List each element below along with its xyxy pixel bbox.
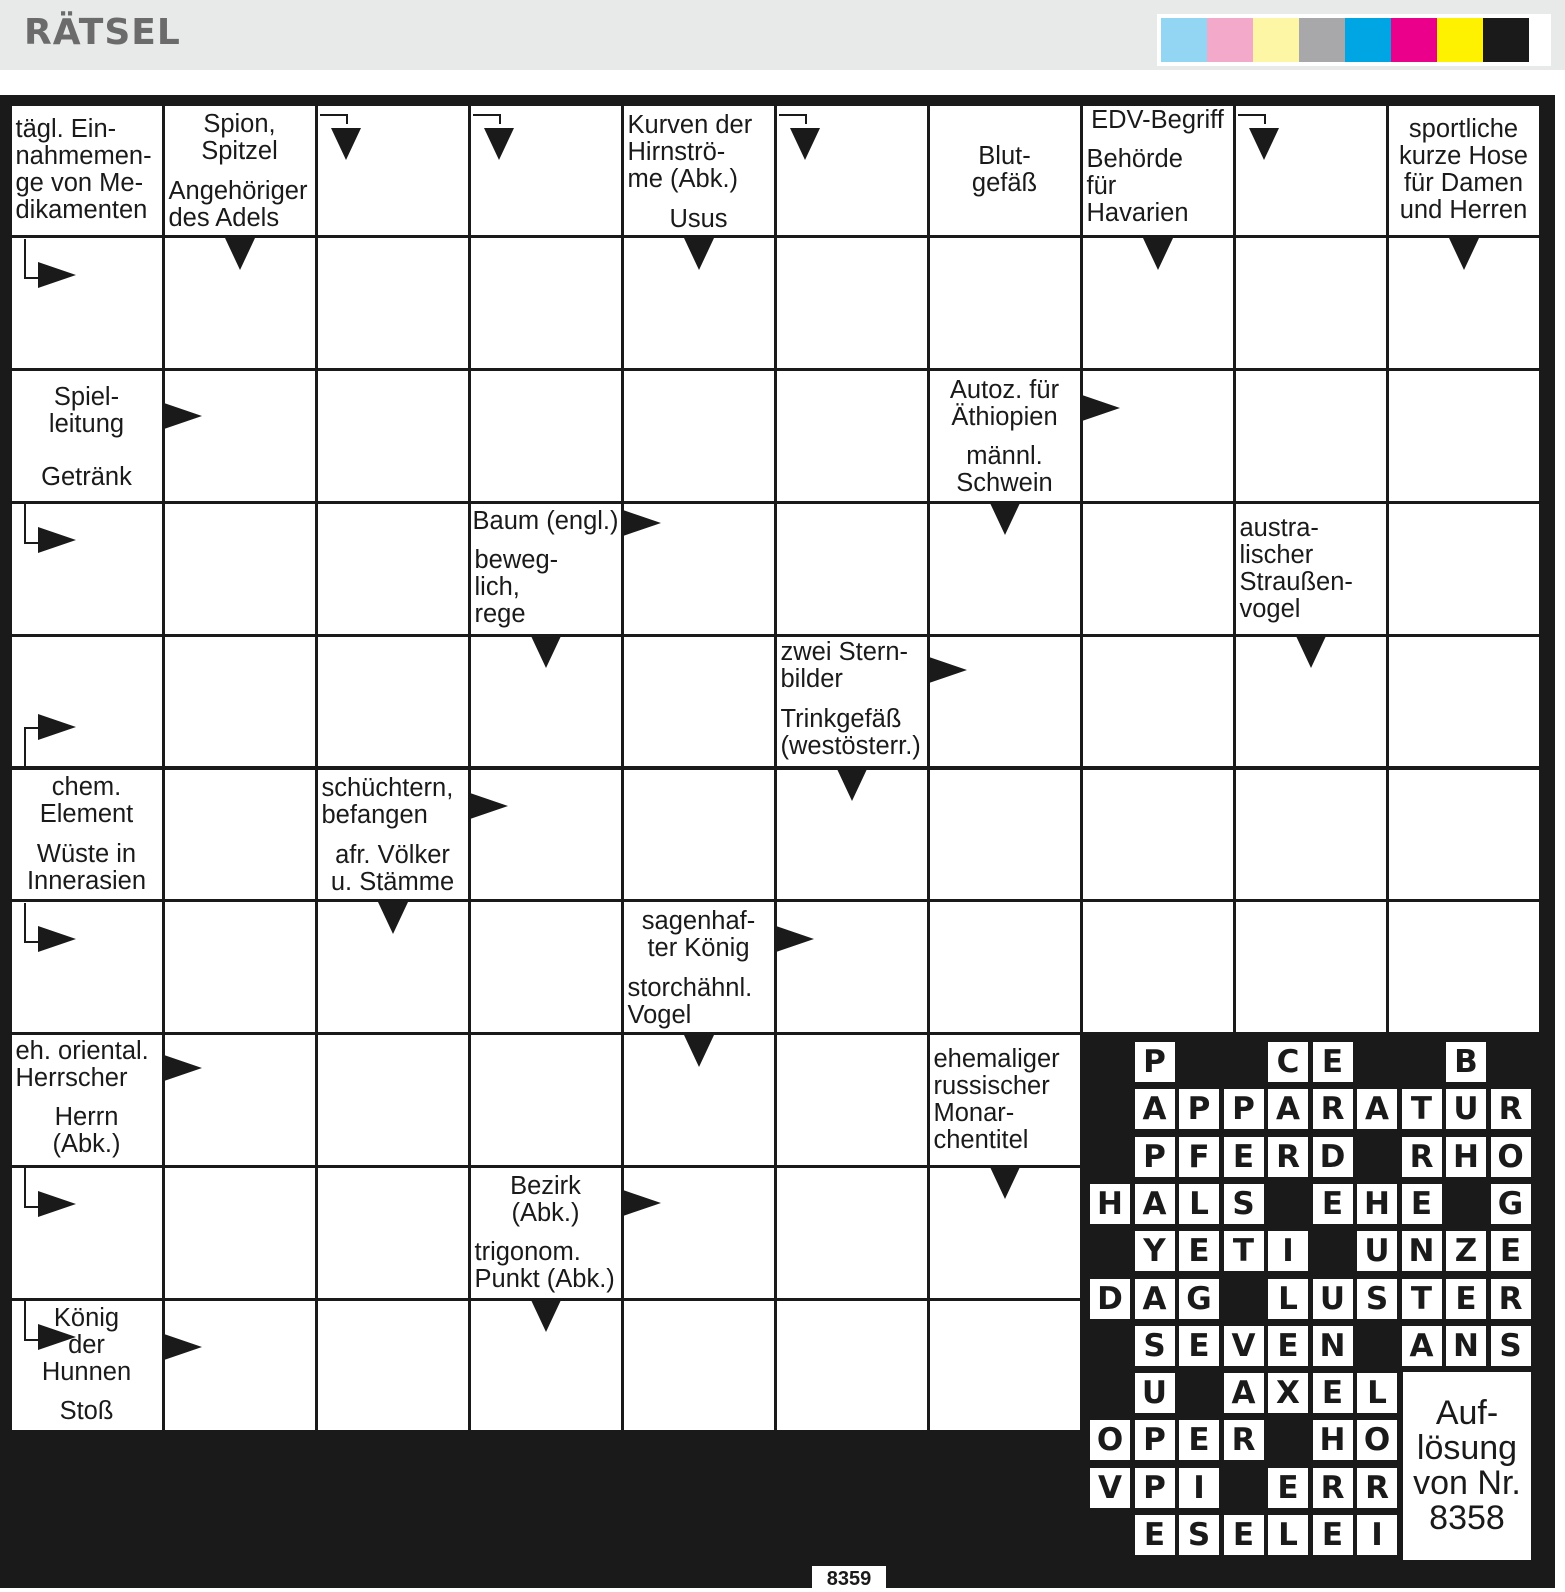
solution-letter: R — [1224, 1420, 1264, 1460]
solution-letter: E — [1179, 1231, 1219, 1271]
answer-cell[interactable] — [318, 637, 468, 767]
arrow-right-icon — [470, 793, 508, 819]
clue-text: sportliche kurze Hose für Damen und Herren — [1389, 106, 1539, 236]
clue-text: Usus — [624, 203, 774, 235]
clue-text: zwei Stern- bilder — [777, 637, 927, 697]
answer-cell[interactable] — [165, 1301, 315, 1431]
answer-cell[interactable] — [1083, 504, 1233, 634]
solution-letter: R — [1357, 1468, 1397, 1508]
answer-cell[interactable] — [165, 902, 315, 1032]
solution-letter: S — [1179, 1515, 1219, 1555]
solution-letter: E — [1491, 1231, 1531, 1271]
solution-letter: H — [1090, 1184, 1130, 1224]
answer-cell[interactable] — [1083, 902, 1233, 1032]
color-swatch-strip — [1157, 14, 1551, 66]
answer-cell[interactable] — [1389, 637, 1539, 767]
solution-letter: N — [1313, 1326, 1353, 1366]
solution-letter: L — [1268, 1515, 1308, 1555]
solution-letter: N — [1402, 1231, 1442, 1271]
arrow-down-icon — [990, 1167, 1020, 1199]
page-title: RÄTSEL — [24, 12, 181, 53]
arrow-right-icon — [623, 1190, 661, 1216]
color-swatch — [1207, 18, 1253, 62]
clue-text: ehemaliger russischer Monar- chentitel — [930, 1035, 1080, 1165]
arrow-down-icon — [225, 238, 255, 270]
clue-text: Kurven der Hirnströ- me (Abk.) — [624, 106, 774, 201]
arrow-right-icon — [776, 926, 814, 952]
color-swatch — [1161, 18, 1207, 62]
answer-cell[interactable] — [777, 238, 927, 368]
solution-letter: A — [1402, 1326, 1442, 1366]
solution-letter: E — [1224, 1515, 1264, 1555]
answer-cell[interactable] — [1389, 504, 1539, 634]
clue-text: Herrn (Abk.) — [12, 1098, 162, 1165]
arrow-down-icon — [1249, 128, 1279, 160]
solution-letter: P — [1135, 1137, 1175, 1177]
arrow-down-icon — [684, 238, 714, 270]
answer-cell[interactable] — [471, 106, 621, 236]
solution-letter: G — [1179, 1279, 1219, 1319]
answer-cell[interactable] — [930, 1301, 1080, 1431]
answer-cell[interactable] — [777, 1168, 927, 1298]
answer-cell[interactable] — [1236, 371, 1386, 501]
answer-cell[interactable] — [318, 371, 468, 501]
solution-letter: E — [1313, 1184, 1353, 1224]
arrow-right-icon — [164, 1055, 202, 1081]
solution-letter: R — [1313, 1468, 1353, 1508]
arrow-right-icon — [623, 510, 661, 536]
solution-label: Auf- lösung von Nr. 8358 — [1403, 1372, 1531, 1560]
solution-letter: E — [1224, 1137, 1264, 1177]
solution-letter: R — [1402, 1137, 1442, 1177]
clue-text: storchähnl. Vogel — [624, 971, 774, 1032]
solution-letter: S — [1491, 1326, 1531, 1366]
answer-cell[interactable] — [624, 637, 774, 767]
answer-cell[interactable] — [1236, 106, 1386, 236]
clue-text: Spiel- leitung — [12, 371, 162, 451]
answer-cell[interactable] — [1236, 902, 1386, 1032]
clue-text: Bezirk (Abk.) — [471, 1168, 621, 1231]
solution-letter: E — [1313, 1515, 1353, 1555]
clue-text: Getränk — [12, 454, 162, 501]
answer-cell[interactable] — [471, 238, 621, 368]
arrow-right-icon — [929, 657, 967, 683]
solution-letter: T — [1224, 1231, 1264, 1271]
color-swatch — [1483, 18, 1529, 62]
answer-cell[interactable] — [471, 770, 621, 900]
answer-cell[interactable] — [777, 1301, 927, 1431]
solution-letter: T — [1402, 1279, 1442, 1319]
answer-cell[interactable] — [318, 1168, 468, 1298]
solution-letter: A — [1224, 1373, 1264, 1413]
solution-letter: S — [1357, 1279, 1397, 1319]
solution-letter: L — [1357, 1373, 1397, 1413]
clue-text: EDV-Begriff — [1083, 106, 1233, 136]
solution-letter: P — [1179, 1089, 1219, 1129]
solution-letter: U — [1446, 1089, 1486, 1129]
solution-letter: C — [1268, 1042, 1308, 1082]
color-swatch — [1253, 18, 1299, 62]
answer-cell[interactable] — [165, 504, 315, 634]
solution-letter: A — [1135, 1089, 1175, 1129]
arrow-right-icon — [38, 926, 76, 952]
bend-line-icon — [473, 114, 501, 124]
solution-letter: E — [1179, 1326, 1219, 1366]
arrow-right-icon — [38, 1324, 76, 1350]
answer-cell[interactable] — [318, 1035, 468, 1165]
answer-cell[interactable] — [1236, 238, 1386, 368]
solution-letter: B — [1446, 1042, 1486, 1082]
answer-cell[interactable] — [318, 106, 468, 236]
solution-letter: I — [1268, 1231, 1308, 1271]
solution-letter: U — [1357, 1231, 1397, 1271]
solution-letter: A — [1357, 1089, 1397, 1129]
solution-letter: I — [1179, 1468, 1219, 1508]
answer-cell[interactable] — [624, 770, 774, 900]
clue-text: Angehöriger des Adels — [165, 174, 315, 235]
clue-text: schüchtern, befangen — [318, 770, 468, 836]
answer-cell[interactable] — [471, 902, 621, 1032]
arrow-right-icon — [38, 1191, 76, 1217]
solution-letter: D — [1090, 1279, 1130, 1319]
arrow-down-icon — [531, 1300, 561, 1332]
solution-letter: U — [1313, 1279, 1353, 1319]
answer-cell[interactable] — [165, 770, 315, 900]
answer-cell[interactable] — [1389, 902, 1539, 1032]
solution-letter: X — [1268, 1373, 1308, 1413]
solution-letter: R — [1313, 1089, 1353, 1129]
arrow-down-icon — [1296, 636, 1326, 668]
arrow-right-icon — [38, 527, 76, 553]
arrow-down-icon — [684, 1035, 714, 1067]
solution-letter: D — [1313, 1137, 1353, 1177]
clue-text: tägl. Ein- nahmemen- ge von Me- dikamenten — [12, 106, 162, 236]
clue-text: Wüste in Innerasien — [12, 836, 162, 899]
arrow-down-icon — [1143, 238, 1173, 270]
solution-letter: R — [1268, 1137, 1308, 1177]
solution-letter: E — [1268, 1326, 1308, 1366]
answer-cell[interactable] — [1083, 637, 1233, 767]
clue-text: Stoß — [12, 1393, 162, 1430]
puzzle-number: 8359 — [812, 1566, 886, 1588]
answer-cell[interactable] — [777, 371, 927, 501]
answer-cell[interactable] — [1236, 770, 1386, 900]
solution-letter: N — [1446, 1326, 1486, 1366]
solution-letter: O — [1090, 1420, 1130, 1460]
solution-letter: A — [1268, 1089, 1308, 1129]
solution-letter: E — [1268, 1468, 1308, 1508]
clue-text: austra- lischer Straußen- vogel — [1236, 504, 1386, 634]
answer-cell[interactable] — [1083, 371, 1233, 501]
solution-letter: E — [1135, 1515, 1175, 1555]
clue-text: Autoz. für Äthiopien — [930, 371, 1080, 437]
solution-letter: H — [1446, 1137, 1486, 1177]
solution-letter: L — [1268, 1279, 1308, 1319]
solution-letter: I — [1357, 1515, 1397, 1555]
arrow-down-icon — [1449, 238, 1479, 270]
answer-cell[interactable] — [777, 106, 927, 236]
solution-letter: O — [1357, 1420, 1397, 1460]
solution-letter: E — [1402, 1184, 1442, 1224]
solution-letter: L — [1179, 1184, 1219, 1224]
solution-letter: O — [1491, 1137, 1531, 1177]
solution-letter: A — [1135, 1279, 1175, 1319]
clue-text: trigonom. Punkt (Abk.) — [471, 1234, 621, 1297]
arrow-down-icon — [531, 636, 561, 668]
solution-letter: T — [1402, 1089, 1442, 1129]
arrow-down-icon — [790, 128, 820, 160]
color-swatch — [1437, 18, 1483, 62]
answer-cell[interactable] — [318, 238, 468, 368]
answer-cell[interactable] — [1083, 770, 1233, 900]
clue-text: König der Hunnen — [12, 1301, 162, 1390]
clue-text: Baum (engl.) — [471, 504, 621, 539]
answer-cell[interactable] — [624, 1168, 774, 1298]
clue-text: Trinkgefäß (westösterr.) — [777, 699, 927, 766]
solution-letter: U — [1135, 1373, 1175, 1413]
solution-letter: H — [1357, 1184, 1397, 1224]
clue-text: beweg- lich, rege — [471, 542, 621, 634]
solution-letter: R — [1491, 1089, 1531, 1129]
color-swatch — [1391, 18, 1437, 62]
solution-letter: E — [1446, 1279, 1486, 1319]
bend-line-icon — [320, 114, 348, 124]
answer-cell[interactable] — [624, 371, 774, 501]
clue-text: männl. Schwein — [930, 440, 1080, 501]
solution-letter: S — [1135, 1326, 1175, 1366]
answer-cell[interactable] — [777, 1035, 927, 1165]
answer-cell[interactable] — [930, 238, 1080, 368]
answer-cell[interactable] — [165, 371, 315, 501]
solution-letter: R — [1491, 1279, 1531, 1319]
answer-cell[interactable] — [624, 1301, 774, 1431]
arrow-right-icon — [38, 262, 76, 288]
header-bar — [0, 0, 1565, 70]
answer-cell[interactable] — [318, 1301, 468, 1431]
arrow-down-icon — [378, 902, 408, 934]
solution-letter: S — [1224, 1184, 1264, 1224]
solution-letter: Z — [1446, 1231, 1486, 1271]
bend-line-icon — [779, 114, 807, 124]
answer-cell[interactable] — [165, 1168, 315, 1298]
answer-cell[interactable] — [930, 770, 1080, 900]
clue-text: Blut- gefäß — [930, 106, 1080, 236]
arrow-down-icon — [837, 769, 867, 801]
answer-cell[interactable] — [930, 902, 1080, 1032]
arrow-right-icon — [1082, 395, 1120, 421]
clue-text: sagenhaf- ter König — [624, 902, 774, 968]
answer-cell[interactable] — [471, 371, 621, 501]
arrow-right-icon — [164, 1334, 202, 1360]
solution-letter: A — [1135, 1184, 1175, 1224]
solution-letter: V — [1090, 1468, 1130, 1508]
clue-text: Spion, Spitzel — [165, 106, 315, 172]
solution-letter: P — [1135, 1468, 1175, 1508]
clue-text: afr. Völker u. Stämme — [318, 838, 468, 899]
clue-text: chem. Element — [12, 770, 162, 833]
answer-cell[interactable] — [777, 504, 927, 634]
answer-cell[interactable] — [1389, 371, 1539, 501]
solution-letter: P — [1135, 1042, 1175, 1082]
arrow-right-icon — [164, 403, 202, 429]
answer-cell[interactable] — [318, 504, 468, 634]
answer-cell[interactable] — [777, 902, 927, 1032]
solution-letter: E — [1313, 1042, 1353, 1082]
solution-letter: H — [1313, 1420, 1353, 1460]
bend-line-icon — [1238, 114, 1266, 124]
clue-text: eh. oriental. Herrscher — [12, 1035, 162, 1095]
answer-cell[interactable] — [165, 637, 315, 767]
clue-text: Behörde für Havarien — [1083, 138, 1233, 235]
arrow-down-icon — [331, 128, 361, 160]
solution-letter: P — [1224, 1089, 1264, 1129]
answer-cell[interactable] — [1389, 770, 1539, 900]
solution-letter: P — [1135, 1420, 1175, 1460]
solution-letter: E — [1313, 1373, 1353, 1413]
arrow-down-icon — [990, 503, 1020, 535]
arrow-right-icon — [38, 714, 76, 740]
arrow-down-icon — [484, 128, 514, 160]
color-swatch — [1345, 18, 1391, 62]
color-swatch — [1299, 18, 1345, 62]
solution-letter: G — [1491, 1184, 1531, 1224]
solution-letter: F — [1179, 1137, 1219, 1177]
solution-letter: E — [1179, 1420, 1219, 1460]
answer-cell[interactable] — [471, 1035, 621, 1165]
solution-letter: V — [1224, 1326, 1264, 1366]
solution-letter: Y — [1135, 1231, 1175, 1271]
